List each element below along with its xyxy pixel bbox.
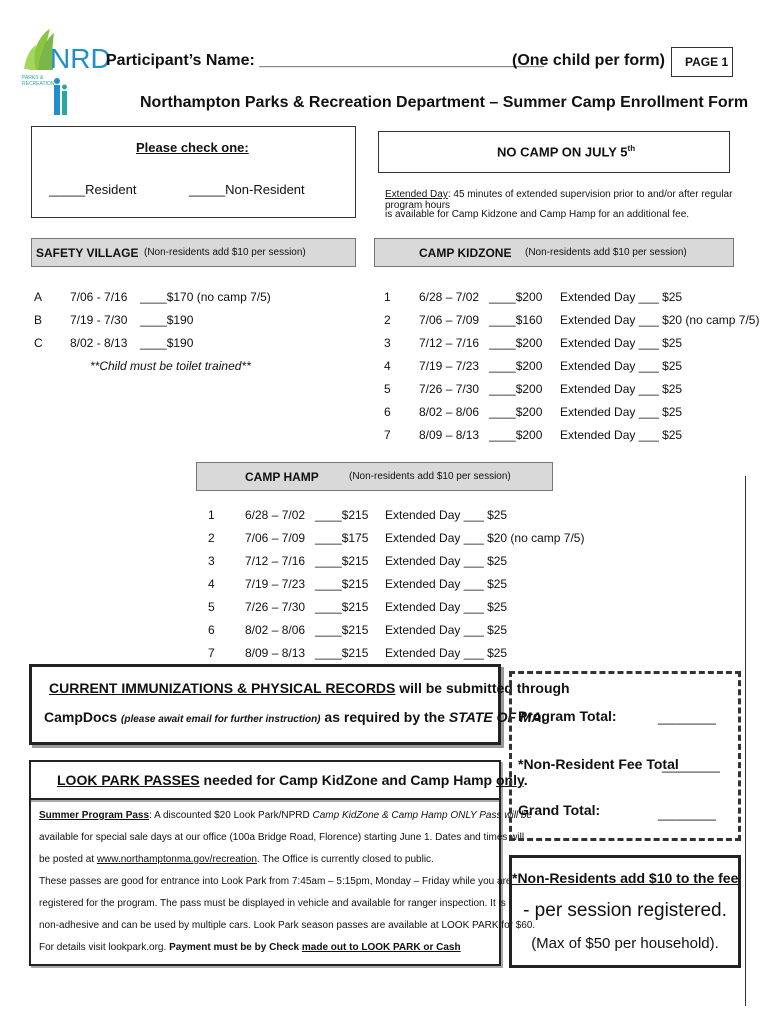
extended-day-option[interactable]: Extended Day ___ $20 (no camp 7/5) — [560, 313, 760, 327]
extended-day-option[interactable]: Extended Day ___ $25 — [560, 405, 683, 419]
immunization-line-1 — [49, 680, 570, 696]
session-dates: 7/19 – 7/23 — [245, 577, 306, 591]
nonres-note-line-3: (Max of $50 per household). — [531, 935, 719, 952]
session-dates: 7/12 – 7/16 — [245, 554, 306, 568]
session-dates: 8/09 – 8/13 — [245, 646, 306, 660]
pass-line-7a: For details visit lookpark.org. — [39, 942, 170, 953]
extended-day-option[interactable]: Extended Day ___ $25 — [560, 290, 683, 304]
pass-line-7 — [39, 937, 461, 959]
look-park-heading-end: . — [523, 772, 528, 788]
session-price[interactable]: ____$160 — [489, 313, 543, 327]
session-dates: 6/28 – 7/02 — [419, 290, 480, 304]
logo-letters: NRD — [50, 43, 111, 74]
pass-line-6: non-adhesive and can be used by multiple cars. Look Park season passes are available at LOOK PARK for $60. — [39, 920, 536, 931]
session-price[interactable]: ____$215 — [315, 623, 369, 637]
payment-by-check: Payment must be by Check — [169, 942, 302, 953]
resident-checkbox[interactable]: _____Resident — [49, 182, 137, 197]
session-dates: 7/06 – 7/09 — [419, 313, 480, 327]
residency-box — [31, 126, 356, 218]
pass-line-1a: : A discounted $20 Look Park/NPRD — [149, 810, 313, 821]
program-total-field[interactable]: ________ — [658, 710, 716, 725]
right-margin-line — [745, 476, 746, 1006]
pass-line-1-italic: Camp KidZone & Camp Hamp ONLY Pass will be — [312, 810, 533, 821]
session-id: 6 — [208, 623, 215, 637]
session-price[interactable]: ____$190 — [140, 313, 194, 327]
session-id: 4 — [384, 359, 391, 373]
session-dates: 7/06 – 7/09 — [245, 531, 306, 545]
session-id: 1 — [208, 508, 215, 522]
pass-line-3b: . The Office is currently closed to public. — [256, 854, 434, 865]
program-total-label: Program Total: — [518, 708, 617, 724]
session-price[interactable]: ____$200 — [489, 290, 543, 304]
extended-day-option[interactable]: Extended Day ___ $25 — [385, 508, 508, 522]
page-number-box — [671, 47, 733, 77]
session-id: 2 — [208, 531, 215, 545]
immunization-heading: CURRENT IMMUNIZATIONS & PHYSICAL RECORDS — [49, 680, 396, 696]
form-title: Northampton Parks & Recreation Department – Summer Camp Enrollment Form — [140, 94, 749, 111]
hamp-header — [196, 462, 553, 491]
page-number: PAGE 1 — [685, 55, 729, 69]
check-one-label: Please check one: — [136, 140, 249, 155]
no-camp-notice — [497, 144, 635, 159]
session-dates: 8/09 – 8/13 — [419, 428, 480, 442]
required-by-text: as required by the — [320, 709, 449, 725]
extended-day-text: : 45 minutes of extended supervision prior to and/or after regular program hours — [385, 189, 733, 211]
extended-day-option[interactable]: Extended Day ___ $25 — [385, 646, 508, 660]
extended-day-note-2: is available for Camp Kidzone and Camp Hamp for an additional fee. — [385, 209, 690, 220]
look-park-heading-box — [29, 760, 528, 800]
session-price[interactable]: ____$200 — [489, 382, 543, 396]
session-price[interactable]: ____$215 — [315, 600, 369, 614]
look-park-info-box — [29, 800, 536, 966]
state-text: STATE OF MA. — [448, 709, 546, 725]
no-camp-sup: th — [627, 144, 636, 153]
session-id: 3 — [384, 336, 391, 350]
extended-day-label: Extended Day — [385, 189, 448, 200]
extended-day-note — [385, 189, 770, 211]
extended-day-option[interactable]: Extended Day ___ $25 — [385, 577, 508, 591]
no-camp-text: NO CAMP ON JULY 5 — [497, 144, 628, 160]
pass-line-1 — [39, 805, 532, 827]
session-id: 5 — [208, 600, 215, 614]
look-park-heading — [57, 772, 528, 788]
grand-total-label: Grand Total: — [518, 802, 601, 818]
extended-day-option[interactable]: Extended Day ___ $25 — [560, 336, 683, 350]
session-price[interactable]: ____$190 — [140, 336, 194, 350]
no-camp-box — [378, 131, 730, 173]
session-id: B — [34, 313, 43, 327]
session-price[interactable]: ____$200 — [489, 359, 543, 373]
session-dates: 8/02 – 8/06 — [245, 623, 306, 637]
session-id: 5 — [384, 382, 391, 396]
pass-line-4: These passes are good for entrance into Look Park from 7:45am – 5:15pm, Monday – Friday while you are — [39, 876, 512, 887]
session-dates: 7/26 – 7/30 — [419, 382, 480, 396]
session-price[interactable]: ____$215 — [315, 508, 369, 522]
session-dates: 8/02 - 8/13 — [70, 336, 128, 350]
session-price[interactable]: ____$175 — [315, 531, 369, 545]
extended-day-option[interactable]: Extended Day ___ $25 — [385, 623, 508, 637]
payable-to: made out to LOOK PARK or Cash — [301, 942, 461, 953]
session-id: 6 — [384, 405, 391, 419]
look-park-passes-label: LOOK PARK PASSES — [57, 772, 200, 788]
summer-pass-label: Summer Program Pass — [39, 810, 150, 821]
session-dates: 6/28 – 7/02 — [245, 508, 306, 522]
session-price[interactable]: ____$200 — [489, 405, 543, 419]
totals-box — [509, 671, 741, 841]
session-id: A — [34, 290, 43, 304]
session-price[interactable]: ____$215 — [315, 646, 369, 660]
session-dates: 8/02 – 8/06 — [419, 405, 480, 419]
session-price[interactable]: ____$200 — [489, 336, 543, 350]
nrd-logo — [20, 25, 111, 123]
extended-day-option[interactable]: Extended Day ___ $25 — [385, 554, 508, 568]
pass-line-3a: be posted at — [39, 854, 97, 865]
session-price[interactable]: ____$215 — [315, 554, 369, 568]
pass-line-3 — [39, 849, 434, 871]
recreation-link[interactable]: www.northamptonma.gov/recreation — [96, 854, 257, 865]
campdocs-text: CampDocs — [44, 709, 122, 725]
pass-line-5: registered for the program. The pass must be displayed in vehicle and available for ranger inspection. It is — [39, 898, 506, 909]
extended-day-option[interactable]: Extended Day ___ $20 (no camp 7/5) — [385, 531, 585, 545]
nonresident-checkbox[interactable]: _____Non-Resident — [189, 182, 305, 197]
look-park-only: only — [496, 772, 524, 788]
session-id: 7 — [384, 428, 391, 442]
safety-village-note: (Non-residents add $10 per session) — [144, 247, 306, 258]
session-id: 3 — [208, 554, 215, 568]
nonres-note-line-1: *Non-Residents add $10 to the fee — [512, 870, 739, 886]
nonresident-fee-box — [509, 855, 741, 968]
participant-name-label: Participant’s Name: ________________________________ — [106, 52, 544, 69]
extended-day-option[interactable]: Extended Day ___ $25 — [385, 600, 508, 614]
session-price[interactable]: ____$200 — [489, 428, 543, 442]
kidzone-title: CAMP KIDZONE — [419, 246, 512, 260]
nonres-fee-total-label: *Non-Resident Fee Total — [518, 756, 679, 772]
kidzone-note: (Non-residents add $10 per session) — [525, 247, 687, 258]
session-dates: 7/12 – 7/16 — [419, 336, 480, 350]
hamp-title: CAMP HAMP — [245, 470, 319, 484]
session-id: 4 — [208, 577, 215, 591]
extended-day-option[interactable]: Extended Day ___ $25 — [560, 359, 683, 373]
session-price[interactable]: ____$215 — [315, 577, 369, 591]
session-id: 7 — [208, 646, 215, 660]
session-id: C — [34, 336, 43, 350]
pass-line-2: available for special sale days at our office (100a Bridge Road, Florence) starting June 1. Dates and times will — [39, 832, 525, 843]
session-dates: 7/19 - 7/30 — [70, 313, 128, 327]
session-dates: 7/06 - 7/16 — [70, 290, 128, 304]
kidzone-header — [374, 238, 734, 267]
email-instruction: (please await email for further instruction) — [121, 714, 321, 725]
look-park-heading-mid: needed for Camp KidZone and Camp Hamp — [199, 772, 496, 788]
toilet-trained-note: **Child must be toilet trained** — [90, 359, 251, 373]
safety-village-header — [31, 238, 356, 267]
immunization-line-1-rest: will be submitted through — [395, 680, 570, 696]
hamp-note: (Non-residents add $10 per session) — [349, 471, 511, 482]
extended-day-option[interactable]: Extended Day ___ $25 — [560, 382, 683, 396]
nonres-fee-total-field[interactable]: ________ — [662, 758, 720, 773]
immunization-line-2 — [44, 709, 546, 725]
safety-village-title: SAFETY VILLAGE — [36, 246, 139, 260]
session-dates: 7/19 – 7/23 — [419, 359, 480, 373]
session-dates: 7/26 – 7/30 — [245, 600, 306, 614]
one-child-note: (One child per form) — [512, 52, 665, 69]
nonres-note-line-2: - per session registered. — [523, 900, 727, 921]
grand-total-field[interactable]: ________ — [658, 806, 716, 821]
extended-day-option[interactable]: Extended Day ___ $25 — [560, 428, 683, 442]
session-id: 1 — [384, 290, 391, 304]
session-price[interactable]: ____$170 (no camp 7/5) — [140, 290, 271, 304]
logo-tagline: PARKS & RECREATION — [22, 75, 55, 87]
session-id: 2 — [384, 313, 391, 327]
